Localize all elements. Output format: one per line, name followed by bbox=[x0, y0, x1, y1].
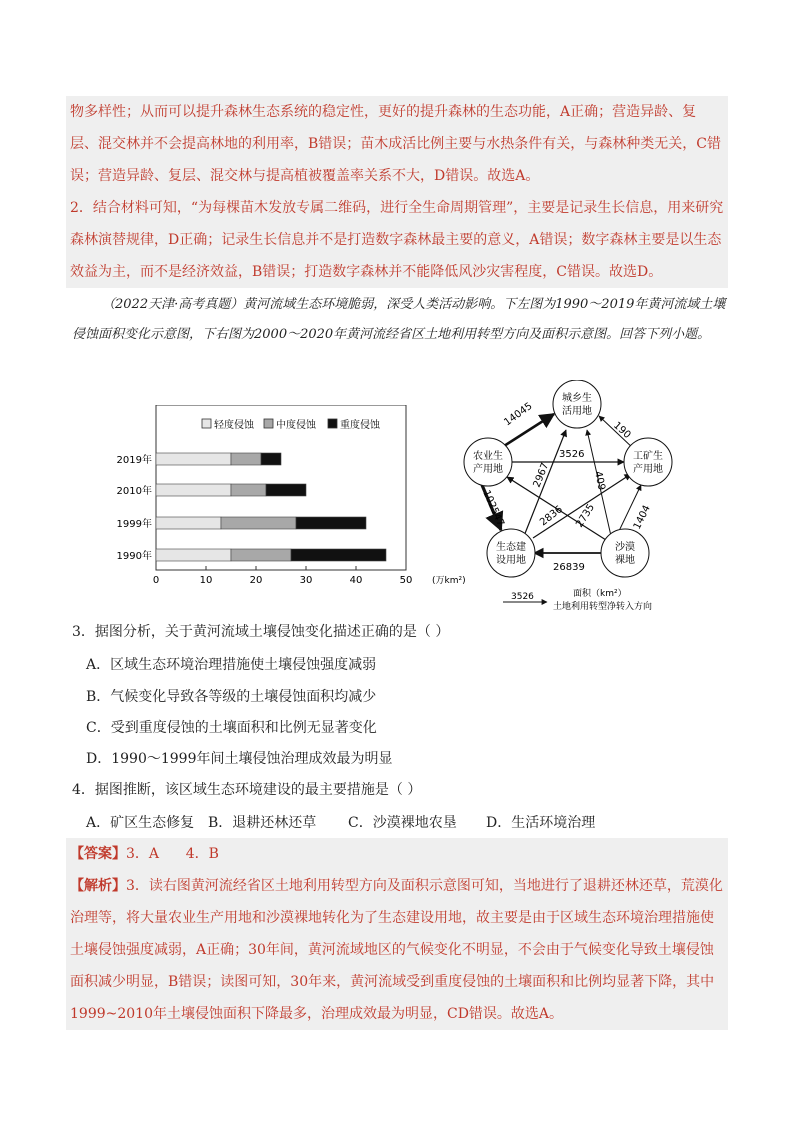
q4-option-d[interactable]: D．生活环境治理 bbox=[486, 815, 596, 831]
node-desert bbox=[601, 529, 649, 577]
node-mine bbox=[624, 438, 672, 486]
q3-option-d[interactable]: D．1990～1999年间土壤侵蚀治理成效最为明显 bbox=[86, 751, 393, 767]
svg-text:裸地: 裸地 bbox=[615, 555, 635, 566]
bar-1990年-中度侵蚀 bbox=[231, 549, 291, 561]
analysis-label: 【解析】 bbox=[70, 878, 126, 894]
bar-1990年-重度侵蚀 bbox=[291, 549, 386, 561]
bar-1999年-轻度侵蚀 bbox=[156, 517, 221, 529]
network-legend-unit: 面积（km²） bbox=[573, 589, 627, 599]
label-eco-urban: 2967 bbox=[531, 461, 552, 490]
x-axis-unit: (万km²) bbox=[432, 576, 466, 586]
legend-swatch-light bbox=[202, 419, 211, 428]
svg-text:生态建: 生态建 bbox=[496, 542, 526, 553]
q3-option-c[interactable]: C．受到重度侵蚀的土壤面积和比例无显著变化 bbox=[86, 720, 377, 736]
category-label: 1999年 bbox=[116, 519, 152, 530]
question-3-stem: 3．据图分析，关于黄河流域土壤侵蚀变化描述正确的是（ ） bbox=[72, 624, 450, 640]
land-use-network-diagram bbox=[455, 380, 715, 620]
answer-text: 3．A 4．B bbox=[126, 846, 219, 862]
answer-block bbox=[66, 838, 728, 1030]
analysis-text: 3．读右图黄河流经省区土地利用转型方向及面积示意图可知，当地进行了退耕还林还草，荒漠化治理等，将大量农业生产用地和沙漠裸地转化为了生态建设用地，故主要是由于区域生态环境治理措施使土壤侵蚀强度减弱，A正确；30年间，黄河流域地区的气候变化不明显，不会由于气候变化导致土壤侵蚀面积减少明显，B错误；读图可知，30年来，黄河流域受到重度侵蚀的土壤面积和比例均显著下降，其中1999~2010年土壤侵蚀面积下降最多，治理成效最为明显，CD错误。故选A。 bbox=[70, 878, 723, 1022]
label-agri-mine: 3526 bbox=[559, 449, 585, 460]
category-label: 2010年 bbox=[116, 486, 152, 497]
previous-answer-block bbox=[66, 96, 728, 288]
x-tick-label: 20 bbox=[249, 575, 263, 586]
legend-heavy: 重度侵蚀 bbox=[340, 420, 380, 431]
answer-label: 【答案】 bbox=[70, 846, 126, 862]
svg-text:工矿生: 工矿生 bbox=[633, 451, 663, 462]
svg-text:产用地: 产用地 bbox=[633, 464, 663, 475]
x-tick-label: 0 bbox=[152, 575, 160, 586]
bar-1999年-中度侵蚀 bbox=[221, 517, 296, 529]
label-desert-urban: 409 bbox=[592, 470, 607, 492]
svg-text:设用地: 设用地 bbox=[496, 555, 526, 566]
bar-2010年-中度侵蚀 bbox=[231, 484, 266, 496]
svg-text:沙漠: 沙漠 bbox=[615, 542, 635, 553]
svg-text:城乡生: 城乡生 bbox=[562, 393, 592, 404]
node-urban bbox=[553, 380, 601, 428]
legend-swatch-heavy bbox=[328, 419, 337, 428]
q3-option-a[interactable]: A．区域生态环境治理措施使土壤侵蚀强度减弱 bbox=[86, 657, 377, 673]
category-label: 2019年 bbox=[116, 455, 152, 466]
x-tick-label: 10 bbox=[199, 575, 213, 586]
bar-2019年-重度侵蚀 bbox=[261, 453, 281, 465]
question-intro: （2022天津·高考真题）黄河流域生态环境脆弱，深受人类活动影响。下左图为1990～2019年黄河流域土壤侵蚀面积变化示意图，下右图为2000～2020年黄河流经省区土地利用转型方向及面积示意图。回答下列小题。 bbox=[72, 297, 726, 342]
network-legend-text: 土地利用转型净转入方向 bbox=[553, 602, 653, 612]
bar-2019年-轻度侵蚀 bbox=[156, 453, 231, 465]
label-agri-urban: 14045 bbox=[502, 400, 535, 429]
node-agri bbox=[464, 438, 512, 486]
label-desert-eco: 26839 bbox=[553, 562, 585, 573]
label-mine-urban: 190 bbox=[610, 420, 633, 442]
category-label: 1990年 bbox=[116, 551, 152, 562]
label-desert-mine: 1404 bbox=[631, 503, 653, 532]
network-legend-value: 3526 bbox=[511, 592, 534, 602]
node-eco bbox=[487, 529, 535, 577]
x-tick-label: 30 bbox=[299, 575, 313, 586]
q3-option-b[interactable]: B．气候变化导致各等级的土壤侵蚀面积均减少 bbox=[86, 689, 377, 705]
bar-2010年-重度侵蚀 bbox=[266, 484, 306, 496]
q4-option-a[interactable]: A．矿区生态修复 bbox=[86, 815, 195, 831]
explanation-paragraph-1: 物多样性；从而可以提升森林生态系统的稳定性，更好的提升森林的生态功能，A正确；营造异龄、复层、混交林并不会提高林地的利用率，B错误；苗木成活比例主要与水热条件有关，与森林种类无关，C错误；营造异龄、复层、混交林与提高植被覆盖率关系不大，D错误。故选A。 bbox=[70, 104, 721, 184]
legend-swatch-medium bbox=[264, 419, 273, 428]
svg-text:产用地: 产用地 bbox=[473, 464, 503, 475]
erosion-bar-chart bbox=[110, 405, 470, 610]
q4-option-b[interactable]: B．退耕还林还草 bbox=[208, 815, 317, 831]
svg-text:农业生: 农业生 bbox=[473, 451, 503, 462]
legend-medium: 中度侵蚀 bbox=[276, 420, 316, 431]
label-eco-mine: 2836 bbox=[538, 504, 565, 529]
explanation-paragraph-2: 2．结合材料可知，“为每棵苗木发放专属二维码，进行全生命周期管理”，主要是记录生长信息，用来研究森林演替规律，D正确；记录生长信息并不是打造数字森林最主要的意义，A错误；数字森林主要是以生态效益为主，而不是经济效益，B错误；打造数字森林并不能降低风沙灾害程度，C错误。故选D。 bbox=[70, 200, 724, 280]
svg-text:活用地: 活用地 bbox=[562, 406, 592, 417]
legend-light: 轻度侵蚀 bbox=[214, 420, 254, 431]
bar-1990年-轻度侵蚀 bbox=[156, 549, 231, 561]
question-4-stem: 4．据图推断，该区域生态环境建设的最主要措施是（ ） bbox=[72, 782, 422, 798]
bar-2010年-轻度侵蚀 bbox=[156, 484, 231, 496]
bar-2019年-中度侵蚀 bbox=[231, 453, 261, 465]
q4-option-c[interactable]: C．沙漠裸地农垦 bbox=[348, 815, 457, 831]
label-desert-agri: 2735 bbox=[574, 502, 598, 530]
label-agri-eco: 102547 bbox=[480, 488, 506, 529]
x-tick-label: 40 bbox=[349, 575, 363, 586]
bar-1999年-重度侵蚀 bbox=[296, 517, 366, 529]
x-tick-label: 50 bbox=[399, 575, 413, 586]
